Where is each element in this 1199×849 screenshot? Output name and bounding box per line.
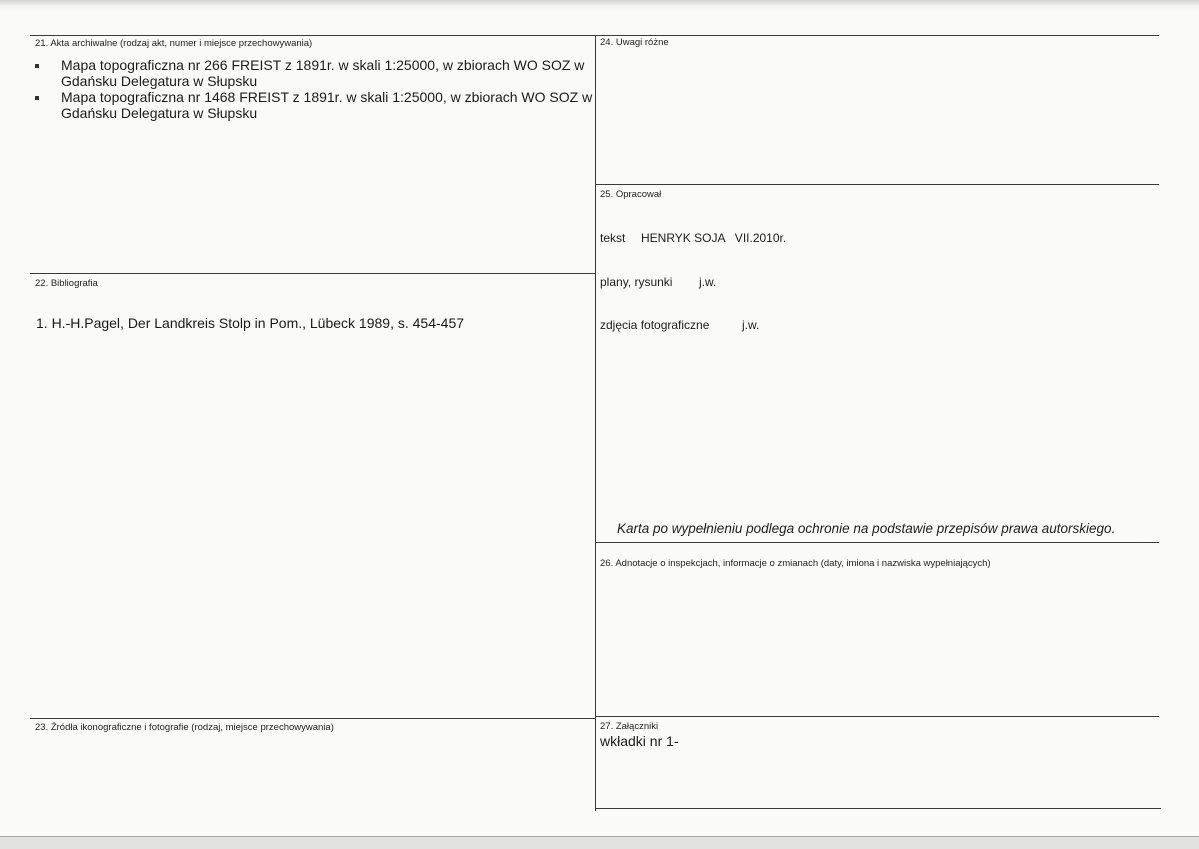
tekst-label: tekst <box>600 231 626 245</box>
bibliography-entry: 1. H.-H.Pagel, Der Landkreis Stolp in Pom., Lübeck 1989, s. 454-457 <box>36 315 465 331</box>
scan-shadow-top <box>0 0 1199 6</box>
bullet-icon <box>35 96 39 100</box>
plany-value: j.w. <box>699 275 717 289</box>
copyright-notice: Karta po wypełnieniu podlega ochronie na podstawie przepisów prawa autorskiego. <box>617 521 1116 536</box>
rule-right-26 <box>595 542 1159 543</box>
section-25-label: 25. Opracował <box>600 189 662 200</box>
rule-right-25 <box>595 184 1159 185</box>
zdjecia-label: zdjęcia fotograficzne <box>600 318 710 332</box>
rule-left-22 <box>30 273 596 274</box>
scan-edge-bottom <box>0 836 1199 849</box>
bullet-icon <box>35 64 39 68</box>
rule-center <box>595 35 596 811</box>
rule-left-23 <box>30 718 596 719</box>
list-item-text: Mapa topograficzna nr 1468 FREIST z 1891r. w skali 1:25000, w zbiorach WO SOZ w Gdańsku Delegatura w Słupsku <box>61 89 593 121</box>
plany-label: plany, rysunki <box>600 275 673 289</box>
rule-right-27 <box>595 716 1159 717</box>
tekst-value: HENRYK SOJA VII.2010r. <box>641 231 787 245</box>
section-21-label: 21. Akta archiwalne (rodzaj akt, numer i miejsce przechowywania) <box>35 38 313 49</box>
section-22-label: 22. Bibliografia <box>35 278 98 289</box>
section-23-label: 23. Źródła ikonograficzne i fotografie (rodzaj, miejsce przechowywania) <box>35 722 334 733</box>
attachments-value: wkładki nr 1- <box>600 733 679 749</box>
section-24-label: 24. Uwagi różne <box>600 37 669 48</box>
list-item <box>33 90 593 121</box>
section-27-label: 27. Załączniki <box>600 721 659 732</box>
section-26-label: 26. Adnotacje o inspekcjach, informacje o zmianach (daty, imiona i nazwiska wypełniających) <box>600 558 991 569</box>
zdjecia-value: j.w. <box>742 318 760 332</box>
list-item-text: Mapa topograficzna nr 266 FREIST z 1891r. w skali 1:25000, w zbiorach WO SOZ w Gdańsku Delegatura w Słupsku <box>61 57 585 89</box>
list-item <box>33 58 593 89</box>
section-21-list <box>33 58 593 122</box>
rule-right-bottom <box>595 808 1161 809</box>
